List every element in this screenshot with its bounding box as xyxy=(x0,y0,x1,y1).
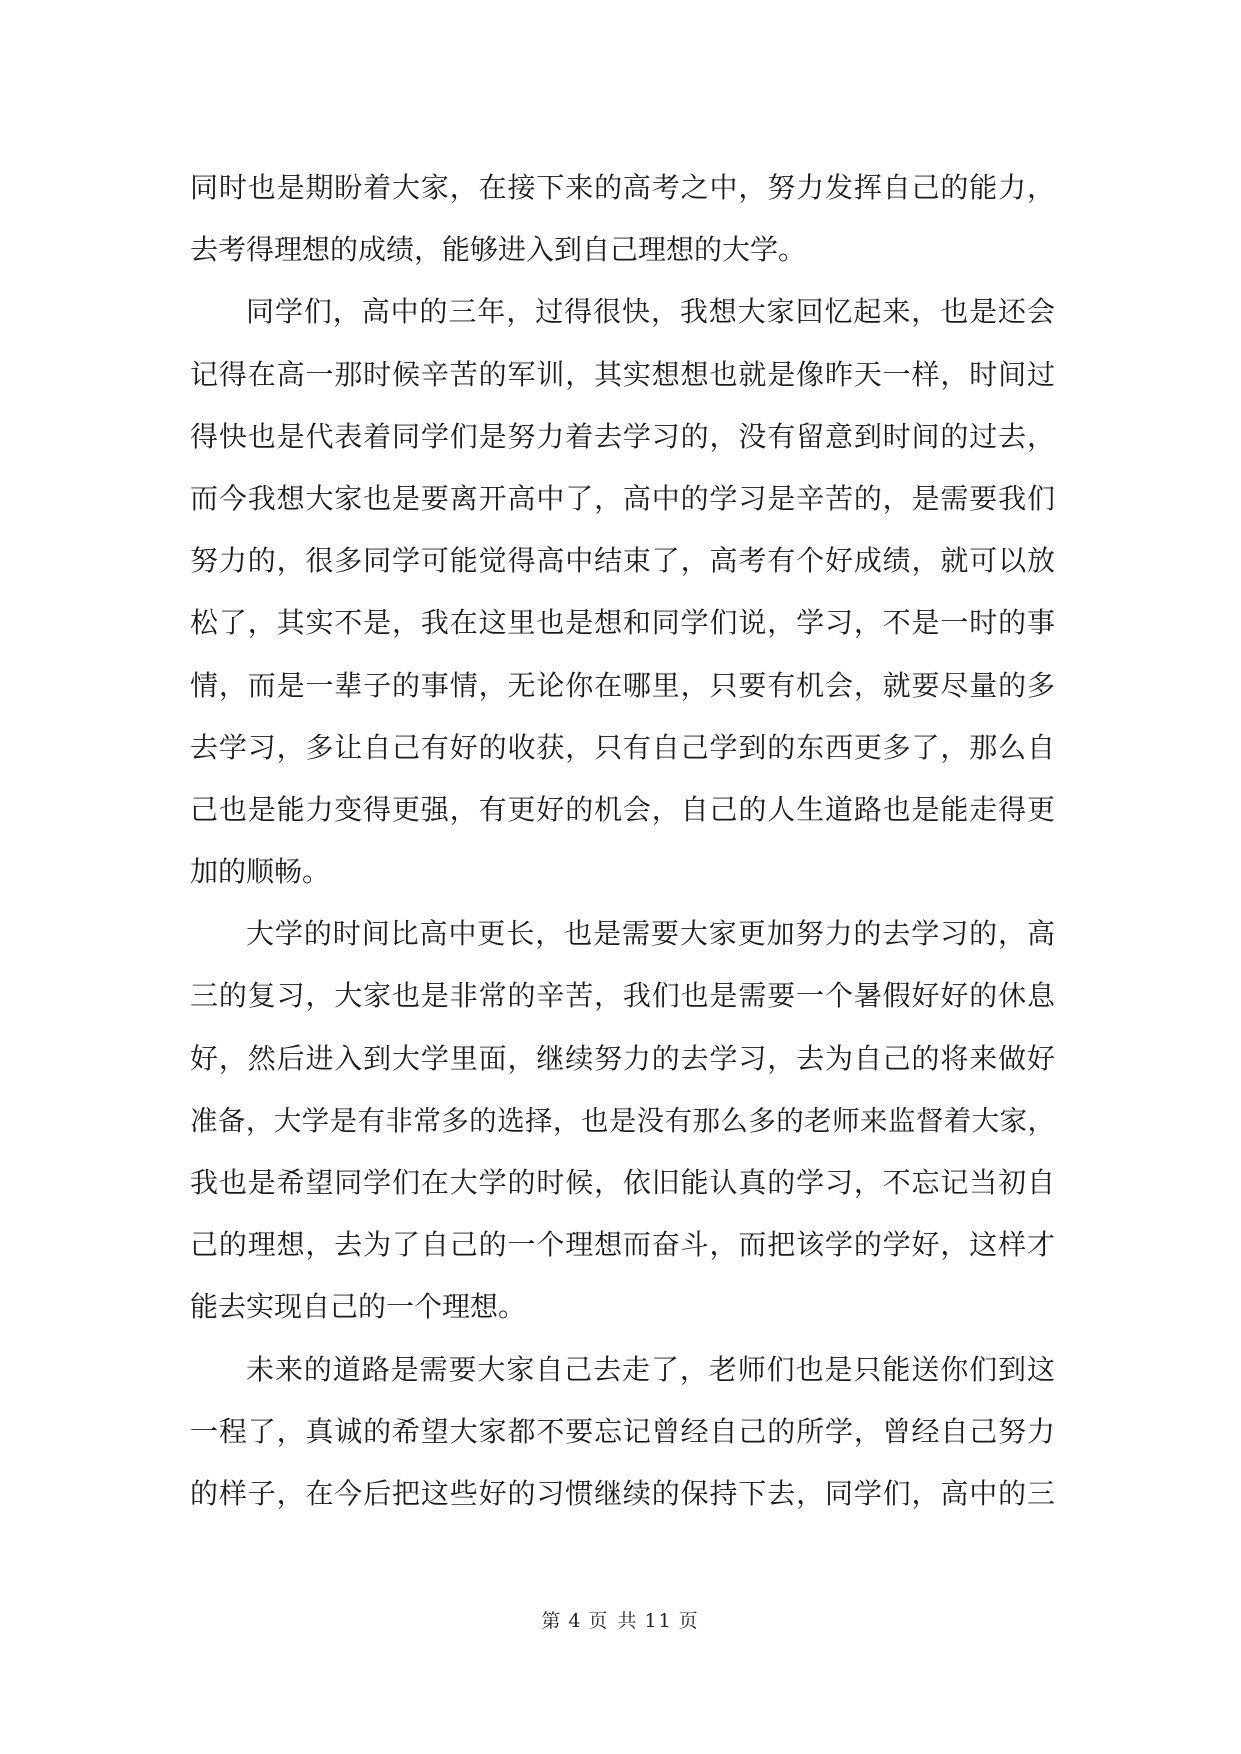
text-line: 努力的，很多同学可能觉得高中结束了，高考有个好成绩，就可以放 xyxy=(190,544,1055,578)
text-line: 准备，大学是有非常多的选择，也是没有那么多的老师来监督着大家， xyxy=(190,1104,1055,1137)
footer-prefix: 第 xyxy=(541,1610,563,1632)
text-line: 己也是能力变得更强，有更好的机会，自己的人生道路也是能走得更 xyxy=(190,792,1055,826)
text-line: 而今我想大家也是要离开高中了，高中的学习是辛苦的，是需要我们 xyxy=(190,481,1055,515)
footer-suffix: 页 xyxy=(678,1610,700,1632)
text-line: 去考得理想的成绩，能够进入到自己理想的大学。 xyxy=(190,233,807,267)
text-line: 的样子，在今后把这些好的习惯继续的保持下去，同学们，高中的三 xyxy=(190,1476,1055,1510)
text-line: 能去实现自己的一个理想。 xyxy=(190,1290,527,1324)
text-line: 记得在高一那时候辛苦的军训，其实想想也就是像昨天一样，时间过 xyxy=(190,357,1055,391)
text-line: 好，然后进入到大学里面，继续努力的去学习，去为自己的将来做好 xyxy=(190,1041,1055,1075)
text-line: 情，而是一辈子的事情，无论你在哪里，只要有机会，就要尽量的多 xyxy=(190,668,1055,702)
text-line: 同时也是期盼着大家，在接下来的高考之中，努力发挥自己的能力， xyxy=(190,171,1055,204)
text-line: 一程了，真诚的希望大家都不要忘记曾经自己的所学，曾经自己努力 xyxy=(190,1414,1055,1448)
footer-total-pages: 11 xyxy=(644,1610,673,1632)
text-line: 大学的时间比高中更长，也是需要大家更加努力的去学习的，高 xyxy=(246,917,1055,951)
footer-current-page: 4 xyxy=(568,1610,583,1632)
footer-middle: 页 共 xyxy=(588,1610,639,1632)
text-line: 己的理想，去为了自己的一个理想而奋斗，而把该学的学好，这样才 xyxy=(190,1228,1055,1262)
text-line: 松了，其实不是，我在这里也是想和同学们说，学习，不是一时的事 xyxy=(190,606,1055,640)
text-line: 未来的道路是需要大家自己去走了，老师们也是只能送你们到这 xyxy=(246,1352,1055,1386)
text-line: 加的顺畅。 xyxy=(190,855,331,889)
text-line: 我也是希望同学们在大学的时候，依旧能认真的学习，不忘记当初自 xyxy=(190,1166,1055,1199)
text-line: 三的复习，大家也是非常的辛苦，我们也是需要一个暑假好好的休息 xyxy=(190,979,1055,1013)
body-text xyxy=(190,157,1055,1525)
text-line: 得快也是代表着同学们是努力着去学习的，没有留意到时间的过去， xyxy=(190,419,1055,453)
text-line: 同学们，高中的三年，过得很快，我想大家回忆起来，也是还会 xyxy=(246,295,1055,329)
page-footer xyxy=(0,1606,1241,1633)
text-line: 去学习，多让自己有好的收获，只有自己学到的东西更多了，那么自 xyxy=(190,730,1055,764)
